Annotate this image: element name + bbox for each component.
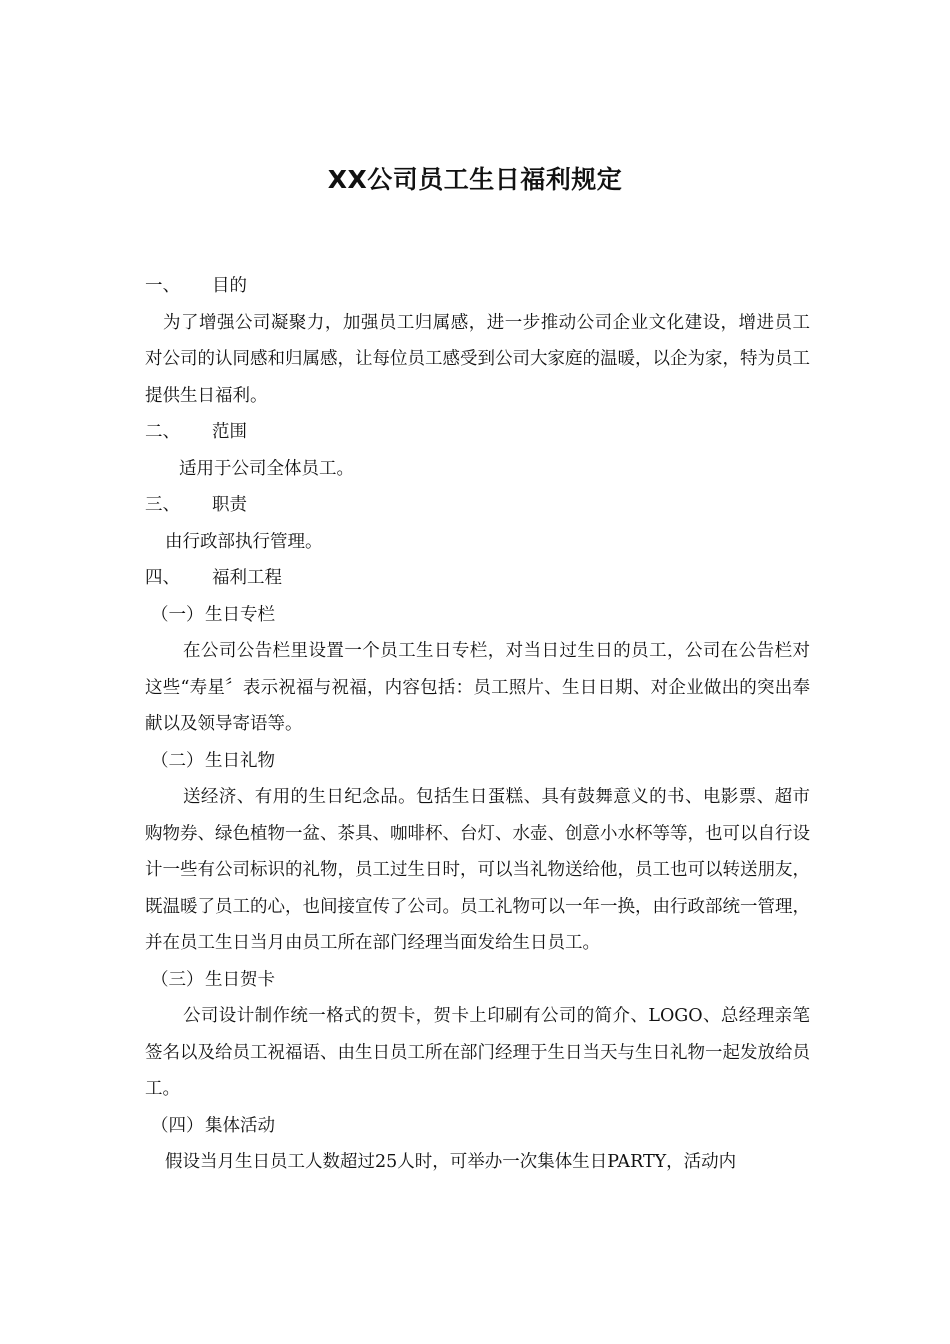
item-paragraph: 假设当月生日员工人数超过25人时，可举办一次集体生日PARTY，活动内 [165, 1152, 737, 1172]
section-title: 目的 [212, 276, 247, 296]
item-number: （三） [151, 969, 204, 990]
item-heading [145, 1108, 810, 1145]
item-paragraph: 在公司公告栏里设置一个员工生日专栏，对当日过生日的员工，公司在公告栏对这些“寿星〞表示祝福与祝福，内容包括：员工照片、生日日期、对企业做出的突出奉献以及领导寄语等。 [145, 641, 810, 734]
section-heading [145, 268, 810, 305]
section-title: 范围 [212, 422, 247, 442]
section-heading [145, 414, 810, 451]
section-paragraph: 由行政部执行管理。 [165, 531, 323, 552]
item-title: 生日专栏 [205, 604, 275, 625]
item-heading [145, 962, 810, 999]
section-number: 四、 [145, 568, 180, 588]
item-paragraph: 公司设计制作统一格式的贺卡，贺卡上印刷有公司的简介、LOGO、总经理亲笔签名以及给员工祝福语、由生日员工所在部门经理于生日当天与生日礼物一起发放给员工。 [145, 1006, 810, 1099]
section-heading [145, 560, 810, 597]
section-paragraph: 适用于公司全体员工。 [179, 458, 354, 479]
item-title: 生日贺卡 [205, 969, 275, 990]
section-number: 一、 [145, 276, 180, 296]
document-body [145, 268, 810, 1181]
section-paragraph: 为了增强公司凝聚力，加强员工归属感，进一步推动公司企业文化建设，增进员工对公司的认同感和归属感，让每位员工感受到公司大家庭的温暖，以企为家，特为员工提供生日福利。 [145, 312, 810, 406]
item-title: 集体活动 [205, 1115, 275, 1136]
section-number: 二、 [145, 422, 180, 442]
section-title: 职责 [212, 495, 247, 515]
item-paragraph: 送经济、有用的生日纪念品。包括生日蛋糕、具有鼓舞意义的书、电影票、超市购物券、绿色植物一盆、茶具、咖啡杯、台灯、水壶、创意小水杯等等，也可以自行设计一些有公司标识的礼物，员工过生日时，可以当礼物送给他，员工也可以转送朋友，既温暖了员工的心，也间接宣传了公司。员工礼物可以一年一换，由行政部统一管理，并在员工生日当月由员工所在部门经理当面发给生日员工。 [145, 787, 810, 953]
section-title: 福利工程 [212, 568, 282, 588]
item-number: （四） [151, 1115, 204, 1136]
item-number: （二） [151, 750, 204, 771]
document-title: XX公司员工生日福利规定 [327, 165, 623, 194]
section-number: 三、 [145, 495, 180, 515]
item-heading [145, 597, 810, 634]
item-title: 生日礼物 [205, 750, 275, 771]
section-heading [145, 487, 810, 524]
item-number: （一） [151, 604, 204, 625]
item-heading [145, 743, 810, 780]
